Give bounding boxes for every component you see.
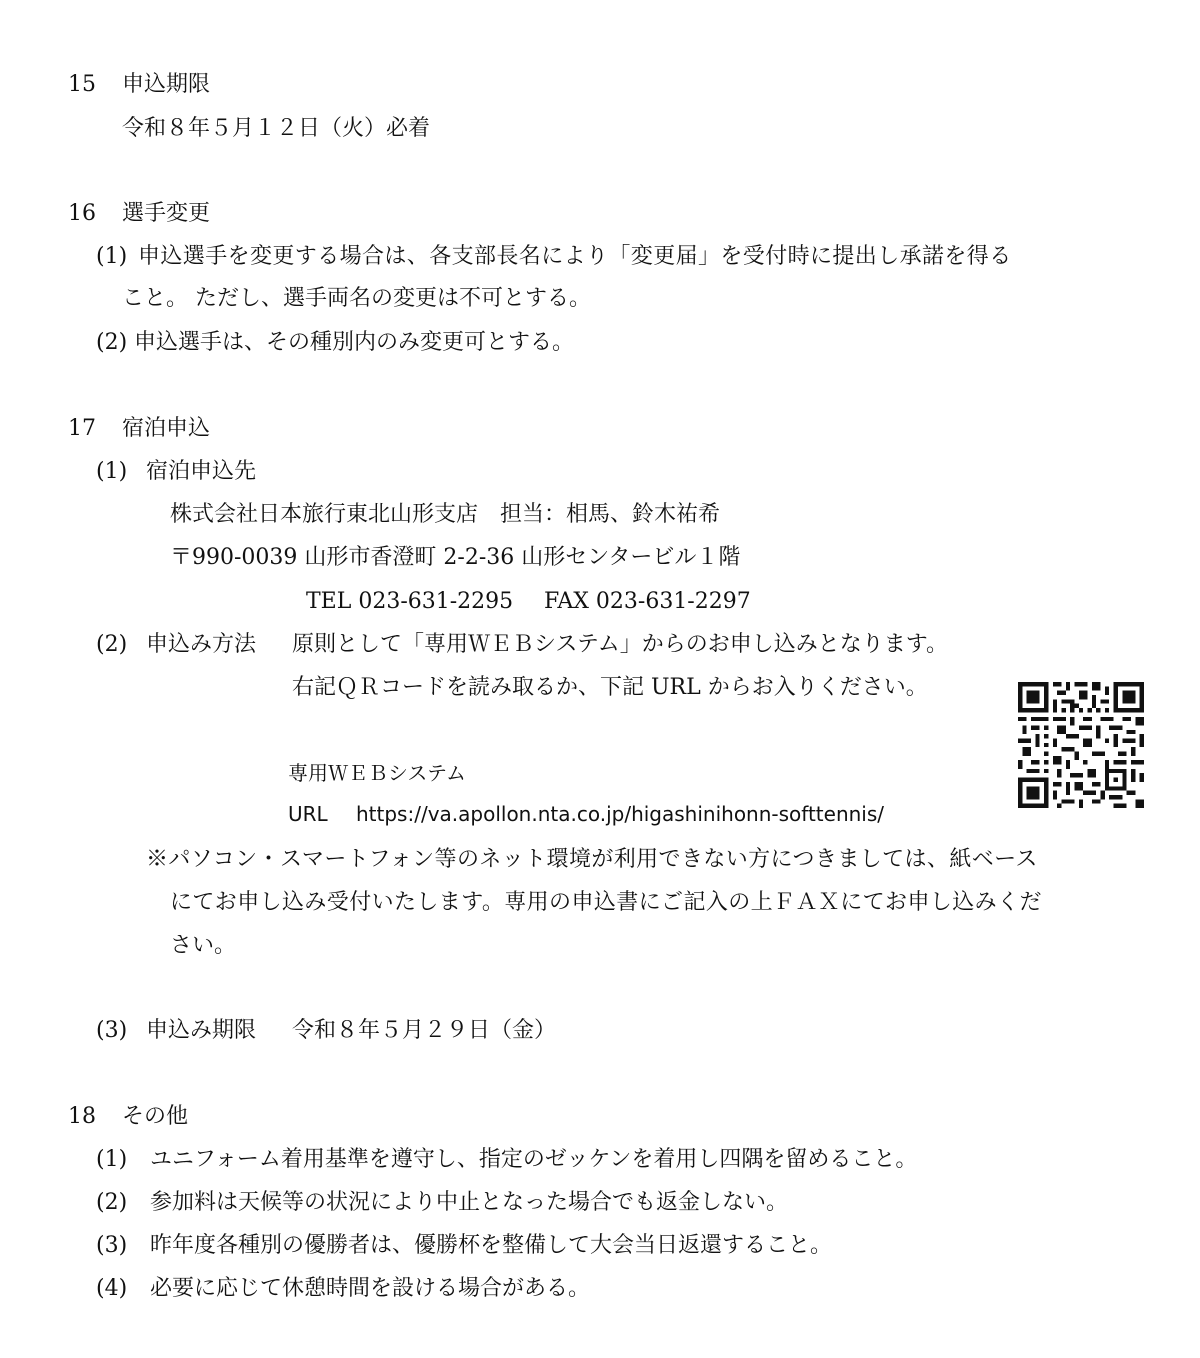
section-15-number: 15 (68, 72, 96, 97)
section-16-item-2-text: 申込選手は、その種別内のみ変更可とする。 (134, 330, 575, 355)
accommodation-deadline: 令和８年５月２９日（金） (292, 1018, 557, 1043)
section-17-heading: 宿泊申込 (122, 416, 211, 441)
section-18-item-3-mark: (3) (96, 1233, 128, 1258)
web-system-title: 専用ＷＥＢシステム (288, 761, 466, 785)
section-18-item-4-mark: (4) (96, 1276, 128, 1301)
section-16-item-1-line-2: こと。 ただし、選手両名の変更は不可とする。 (122, 286, 591, 311)
section-18-item-2-text: 参加料は天候等の状況により中止となった場合でも返金しない。 (150, 1190, 789, 1215)
section-16-number: 16 (68, 201, 96, 226)
agency-fax: FAX 023-631-2297 (544, 589, 751, 614)
section-17-number: 17 (68, 416, 96, 441)
paper-application-note-line-3: さい。 (170, 933, 237, 958)
section-16-item-2-mark: (2) (96, 330, 128, 355)
section-18-item-3-text: 昨年度各種別の優勝者は、優勝杯を整備して大会当日返還すること。 (150, 1233, 833, 1258)
section-18-item-1-mark: (1) (96, 1147, 128, 1172)
section-17-item-1-mark: (1) (96, 459, 128, 484)
application-method-line-2: 右記ＱＲコードを読み取るか、下記 URL からお入りください。 (292, 675, 928, 700)
paper-application-note-line-2: にてお申し込み受付いたします。専用の申込書にご記入の上ＦＡＸにてお申し込みくだ (170, 890, 1042, 915)
section-18-heading: その他 (122, 1104, 189, 1129)
section-18-number: 18 (68, 1104, 96, 1129)
url-label: URL (288, 802, 328, 826)
travel-agency: 株式会社日本旅行東北山形支店 担当：相馬、鈴木祐希 (170, 502, 721, 527)
qr-code-icon[interactable] (1018, 682, 1144, 808)
section-18-item-1-text: ユニフォーム着用基準を遵守し、指定のゼッケンを着用し四隅を留めること。 (150, 1147, 918, 1172)
section-17-item-2-label: 申込み方法 (146, 632, 257, 657)
section-18-item-4-text: 必要に応じて休憩時間を設ける場合がある。 (150, 1276, 591, 1301)
agency-phone: TEL 023-631-2295 (306, 589, 514, 614)
application-method-line-1: 原則として「専用ＷＥＢシステム」からのお申し込みとなります。 (292, 632, 949, 657)
section-16-item-1-mark: (1) (96, 244, 128, 269)
agency-address: 〒990-0039 山形市香澄町 2-2-36 山形センタービル１階 (170, 545, 741, 570)
section-18-item-2-mark: (2) (96, 1190, 128, 1215)
paper-application-note-line-1: ※パソコン・スマートフォン等のネット環境が利用できない方につきましては、紙ベース (146, 847, 1038, 872)
section-16-item-1-line-1: 申込選手を変更する場合は、各支部長名により「変更届」を受付時に提出し承諾を得る (138, 244, 1012, 269)
section-17-item-2-mark: (2) (96, 632, 128, 657)
section-17-item-1-label: 宿泊申込先 (146, 459, 257, 484)
section-15-deadline: 令和８年５月１２日（火）必着 (122, 116, 431, 141)
section-17-item-3-label: 申込み期限 (146, 1018, 257, 1043)
web-system-url[interactable]: https://va.apollon.nta.co.jp/higashinihonn-softtennis/ (356, 802, 885, 826)
section-16-heading: 選手変更 (122, 201, 211, 226)
section-15-heading: 申込期限 (122, 72, 211, 97)
section-17-item-3-mark: (3) (96, 1018, 128, 1043)
